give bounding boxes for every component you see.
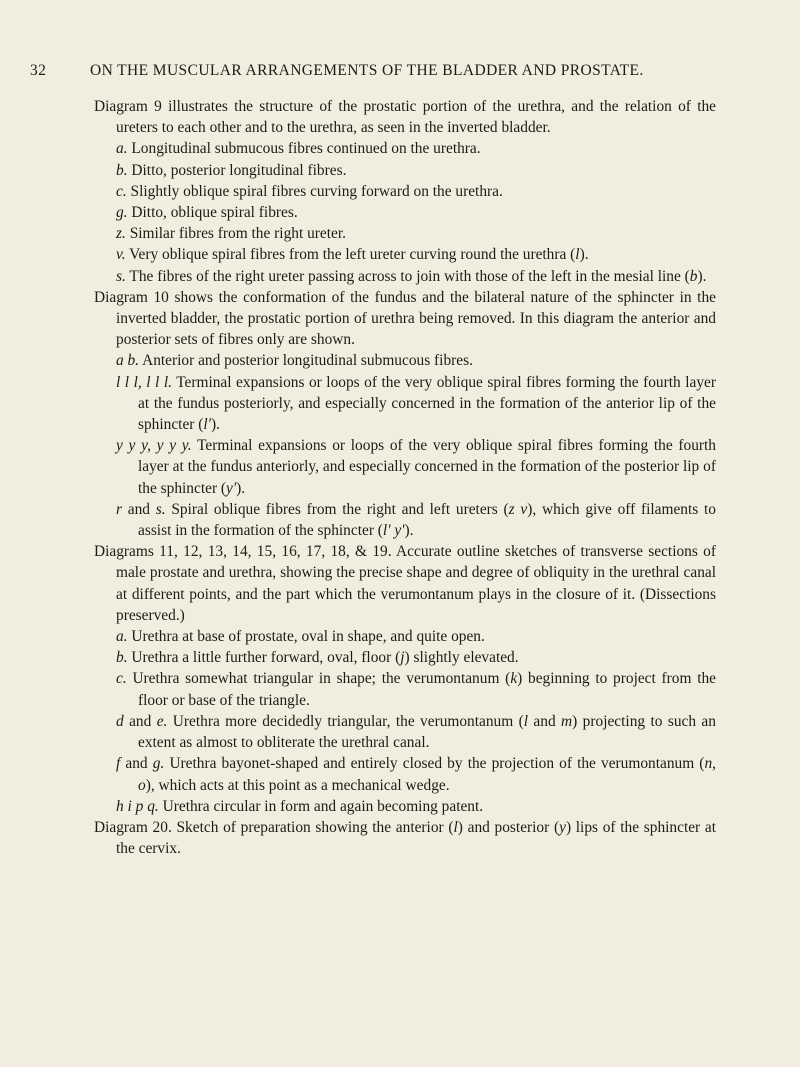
page-header (30, 62, 770, 84)
list-item: a b. Anterior and posterior longitudinal submucous fibres. (116, 352, 473, 370)
body-text (94, 96, 716, 859)
list-item: b. Ditto, posterior longitudinal fibres. (116, 161, 347, 179)
diagrams-11-19-intro: Diagrams 11, 12, 13, 14, 15, 16, 17, 18, & 19. Accurate outline sketches of transverse sections of male prostate and urethra, showing the precise shape and degree of obliquity in the urethral canal at different points, and the part which the verumontanum plays in the closure of it. (Dissections preserved.) (94, 543, 716, 624)
diagram-20-intro: Diagram 20. Sketch of preparation showing the anterior (l) and posterior (y) lips of the sphincter at the cervix. (94, 818, 716, 858)
list-item: a. Urethra at base of prostate, oval in shape, and quite open. (116, 628, 485, 646)
list-item: f and g. Urethra bayonet-shaped and entirely closed by the projection of the verumontanum (n, o), which acts at this point as a mechanical wedge. (116, 755, 716, 794)
diagram-10-intro: Diagram 10 shows the conformation of the fundus and the bilateral nature of the sphincter in the inverted bladder, the prostatic portion of urethra being removed. In this diagram the anterior and posterior sets of fibres only are shown. (94, 288, 716, 349)
list-item: c. Urethra somewhat triangular in shape; the verumontanum (k) beginning to project from the floor or base of the triangle. (116, 670, 716, 709)
list-item: h i p q. Urethra circular in form and again becoming patent. (116, 797, 484, 815)
list-item: g. Ditto, oblique spiral fibres. (116, 204, 298, 222)
running-title: ON THE MUSCULAR ARRANGEMENTS OF THE BLADDER AND PROSTATE. (90, 62, 644, 79)
list-item: d and e. Urethra more decidedly triangular, the verumontanum (l and m) projecting to such an extent as almost to obliterate the urethral canal. (116, 712, 716, 752)
diagram-9-intro: Diagram 9 illustrates the structure of the prostatic portion of the urethra, and the relation of the ureters to each other and to the urethra, as seen in the inverted bladder. (94, 98, 716, 137)
list-item: c. Slightly oblique spiral fibres curving forward on the urethra. (116, 182, 503, 200)
list-item: v. Very oblique spiral fibres from the left ureter curving round the urethra (l). (116, 246, 589, 264)
list-item: r and s. Spiral oblique fibres from the right and left ureters (z v), which give off filaments to assist in the formation of the sphincter (l' y'). (116, 500, 716, 540)
list-item: a. Longitudinal submucous fibres continued on the urethra. (116, 140, 481, 158)
list-item: l l l, l l l. Terminal expansions or loops of the very oblique spiral fibres forming the fourth layer at the fundus posteriorly, and especially concerned in the formation of the anterior lip of the sphincter (l'). (116, 373, 716, 434)
list-item: b. Urethra a little further forward, oval, floor (j) slightly elevated. (116, 649, 519, 667)
list-item: s. The fibres of the right ureter passing across to join with those of the left in the mesial line (b). (116, 267, 707, 285)
list-item: y y y, y y y. Terminal expansions or loops of the very oblique spiral fibres forming the fourth layer at the fundus anteriorly, and especially concerned in the formation of the posterior lip of the sphincter (y'). (116, 437, 716, 497)
list-item: z. Similar fibres from the right ureter. (116, 225, 346, 243)
page-number: 32 (30, 62, 47, 79)
